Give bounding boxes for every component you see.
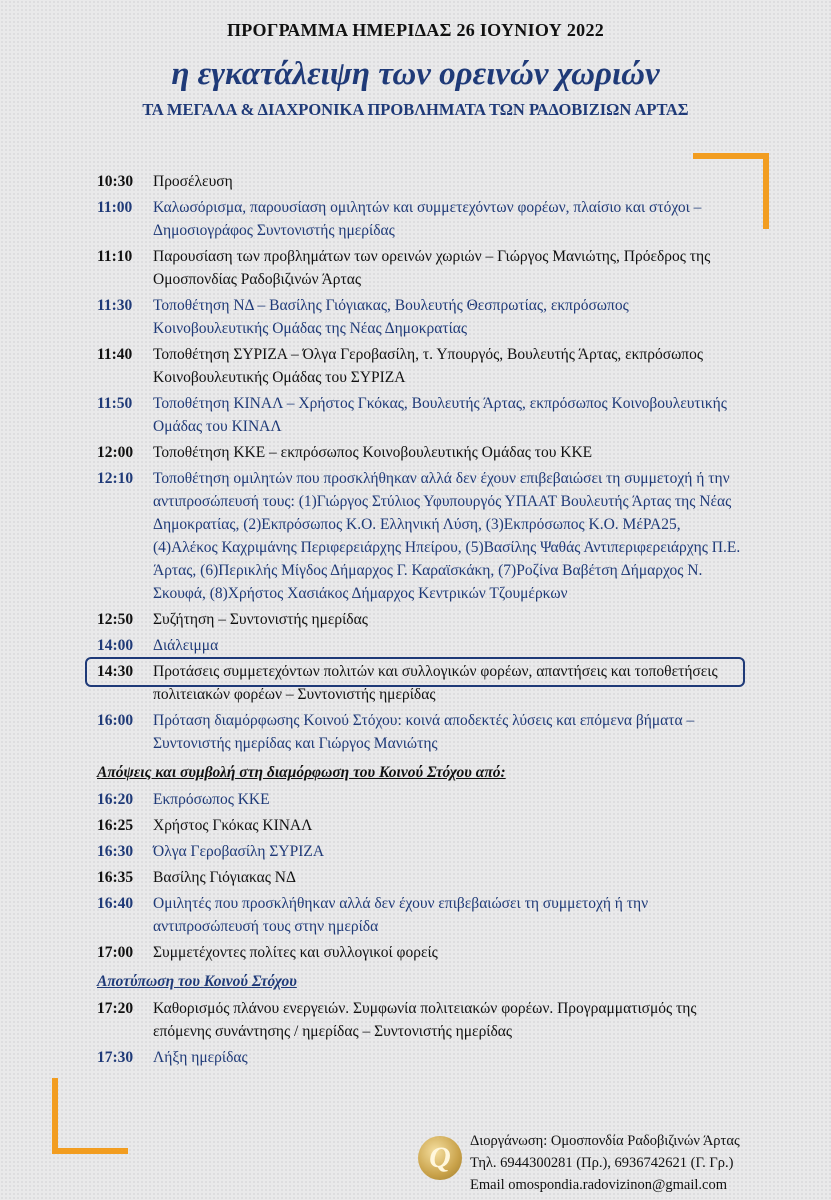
schedule-description: Καθορισμός πλάνου ενεργειών. Συμφωνία πολιτειακών φορέων. Προγραμματισμός της επόμενης συνάντησης / ημερίδας – Συντονιστής ημερίδας: [153, 1000, 697, 1040]
schedule-time: 16:25: [97, 817, 134, 834]
organizer-info: [470, 1130, 740, 1196]
schedule-row: [97, 245, 747, 291]
schedule-recording: [97, 997, 747, 1069]
schedule-description: Συμμετέχοντες πολίτες και συλλογικοί φορείς: [153, 944, 438, 961]
schedule-description: Χρήστος Γκόκας ΚΙΝΑΛ: [153, 817, 313, 834]
organizer-name: Διοργάνωση: Ομοσπονδία Ραδοβιζινών Άρτας: [470, 1133, 740, 1149]
schedule-time: 14:00: [97, 637, 134, 654]
schedule-row: [97, 788, 747, 811]
schedule-row: [97, 660, 747, 706]
schedule-time: 16:35: [97, 869, 134, 886]
schedule-row: [97, 170, 747, 193]
schedule-time: 14:30: [97, 663, 134, 680]
date-heading: ΠΡΟΓΡΑΜΜΑ ΗΜΕΡΙΔΑΣ 26 ΙΟΥΝΙΟΥ 2022: [226, 20, 605, 40]
schedule-description: Τοποθέτηση ομιλητών που προσκλήθηκαν αλλά δεν έχουν επιβεβαιώσει τη συμμετοχή ή την αντιπροσώπευσή τους: (1)Γιώργος Στύλιος Υφυπουργός ΥΠΑΑΤ Βουλευτής Άρτας της Νέας Δημοκρατίας, (2)Εκπρόσωπος Κ.Ο. Ελληνική Λύση, (3)Εκπρόσωπος Κ.Ο. ΜέΡΑ25, (4)Αλέκος Καχριμάνης Περιφερειάρχης Ηπείρου, (5)Βασίλης Ψαθάς Αντιπεριφερειάρχης Π.Ε. Άρτας, (6)Περικλής Μίγδος Δήμαρχος Γ. Καραϊσκάκη, (7)Ροζίνα Βαβέτση Δήμαρχος Ν. Σκουφά, (8)Χρήστος Χασιάκος Δήμαρχος Κεντρικών Τζουμέρκων: [153, 470, 741, 602]
schedule-description: Τοποθέτηση ΝΔ – Βασίλης Γιόγιακας, Βουλευτής Θεσπρωτίας, εκπρόσωπος Κοινοβουλευτικής Ομάδας της Νέας Δημοκρατίας: [153, 297, 629, 337]
schedule-row: [97, 814, 747, 837]
schedule-description: Εκπρόσωπος ΚΚΕ: [153, 791, 270, 808]
schedule-time: 16:00: [97, 712, 134, 729]
schedule-time: 12:10: [97, 470, 134, 487]
section-heading-views: Απόψεις και συμβολή στη διαμόρφωση του Κοινού Στόχου από:: [97, 764, 506, 781]
corner-bracket-bottom-left: [52, 1078, 128, 1154]
schedule: [97, 170, 747, 1072]
schedule-description: Τοποθέτηση ΚΚΕ – εκπρόσωπος Κοινοβουλευτικής Ομάδας του ΚΚΕ: [153, 444, 593, 461]
schedule-row: [97, 634, 747, 657]
schedule-main: [97, 170, 747, 755]
schedule-views: [97, 788, 747, 964]
schedule-row: [97, 196, 747, 242]
schedule-time: 11:40: [97, 346, 133, 363]
schedule-time: 11:10: [97, 248, 133, 265]
schedule-row: [97, 392, 747, 438]
schedule-description: Βασίλης Γιόγιακας ΝΔ: [153, 869, 296, 886]
schedule-row: [97, 343, 747, 389]
schedule-row: [97, 467, 747, 605]
event-subtitle: ΤΑ ΜΕΓΑΛΑ & ΔΙΑΧΡΟΝΙΚΑ ΠΡΟΒΛΗΜΑΤΑ ΤΩΝ ΡΑΔΟΒΙΖΙΩΝ ΑΡΤΑΣ: [142, 100, 689, 119]
schedule-description: Προσέλευση: [153, 173, 233, 190]
federation-logo: Q: [418, 1136, 462, 1180]
schedule-row: [97, 941, 747, 964]
schedule-row: [97, 997, 747, 1043]
schedule-time: 16:30: [97, 843, 134, 860]
schedule-row: [97, 294, 747, 340]
schedule-row: [97, 1046, 747, 1069]
schedule-time: 16:20: [97, 791, 134, 808]
schedule-time: 11:00: [97, 199, 133, 216]
schedule-row: [97, 892, 747, 938]
schedule-description: Ομιλητές που προσκλήθηκαν αλλά δεν έχουν επιβεβαιώσει τη συμμετοχή ή την αντιπροσώπευσή τους στην ημερίδα: [153, 895, 649, 935]
schedule-time: 10:30: [97, 173, 134, 190]
schedule-time: 11:30: [97, 297, 133, 314]
schedule-time: 12:00: [97, 444, 134, 461]
schedule-row: [97, 866, 747, 889]
schedule-description: Πρόταση διαμόρφωσης Κοινού Στόχου: κοινά αποδεκτές λύσεις και επόμενα βήματα – Συντονιστής ημερίδας και Γιώργος Μανιώτης: [153, 712, 695, 752]
section-heading-recording: Αποτύπωση του Κοινού Στόχου: [97, 973, 297, 990]
schedule-description: Διάλειμμα: [153, 637, 219, 654]
organizer-email: Email omospondia.radovizinon@gmail.com: [470, 1177, 727, 1193]
schedule-time: 17:30: [97, 1049, 134, 1066]
schedule-time: 12:50: [97, 611, 134, 628]
schedule-row: [97, 608, 747, 631]
schedule-description: Τοποθέτηση ΣΥΡΙΖΑ – Όλγα Γεροβασίλη, τ. Υπουργός, Βουλευτής Άρτας, εκπρόσωπος Κοινοβουλευτικής Ομάδας του ΣΥΡΙΖΑ: [153, 346, 704, 386]
schedule-description: Λήξη ημερίδας: [153, 1049, 248, 1066]
schedule-time: 17:20: [97, 1000, 134, 1017]
schedule-time: 17:00: [97, 944, 134, 961]
schedule-time: 16:40: [97, 895, 134, 912]
schedule-description: Συζήτηση – Συντονιστής ημερίδας: [153, 611, 368, 628]
schedule-description: Παρουσίαση των προβλημάτων των ορεινών χωριών – Γιώργος Μανιώτης, Πρόεδρος της Ομοσπονδίας Ραδοβιζινών Άρτας: [153, 248, 711, 288]
organizer-phones: Τηλ. 6944300281 (Πρ.), 6936742621 (Γ. Γρ.): [470, 1155, 734, 1171]
schedule-description: Όλγα Γεροβασίλη ΣΥΡΙΖΑ: [153, 843, 325, 860]
schedule-row: [97, 441, 747, 464]
schedule-description: Καλωσόρισμα, παρουσίαση ομιλητών και συμμετεχόντων φορέων, πλαίσιο και στόχοι – Δημοσιογράφος Συντονιστής ημερίδας: [153, 199, 702, 239]
schedule-time: 11:50: [97, 395, 133, 412]
schedule-row: [97, 709, 747, 755]
event-title: η εγκατάλειψη των ορεινών χωριών: [171, 56, 660, 92]
schedule-description: Τοποθέτηση ΚΙΝΑΛ – Χρήστος Γκόκας, Βουλευτής Άρτας, εκπρόσωπος Κοινοβουλευτικής Ομάδας του ΚΙΝΑΛ: [153, 395, 727, 435]
schedule-row: [97, 840, 747, 863]
schedule-description: Προτάσεις συμμετεχόντων πολιτών και συλλογικών φορέων, απαντήσεις και τοποθετήσεις πολιτειακών φορέων – Συντονιστής ημερίδας: [153, 663, 718, 703]
